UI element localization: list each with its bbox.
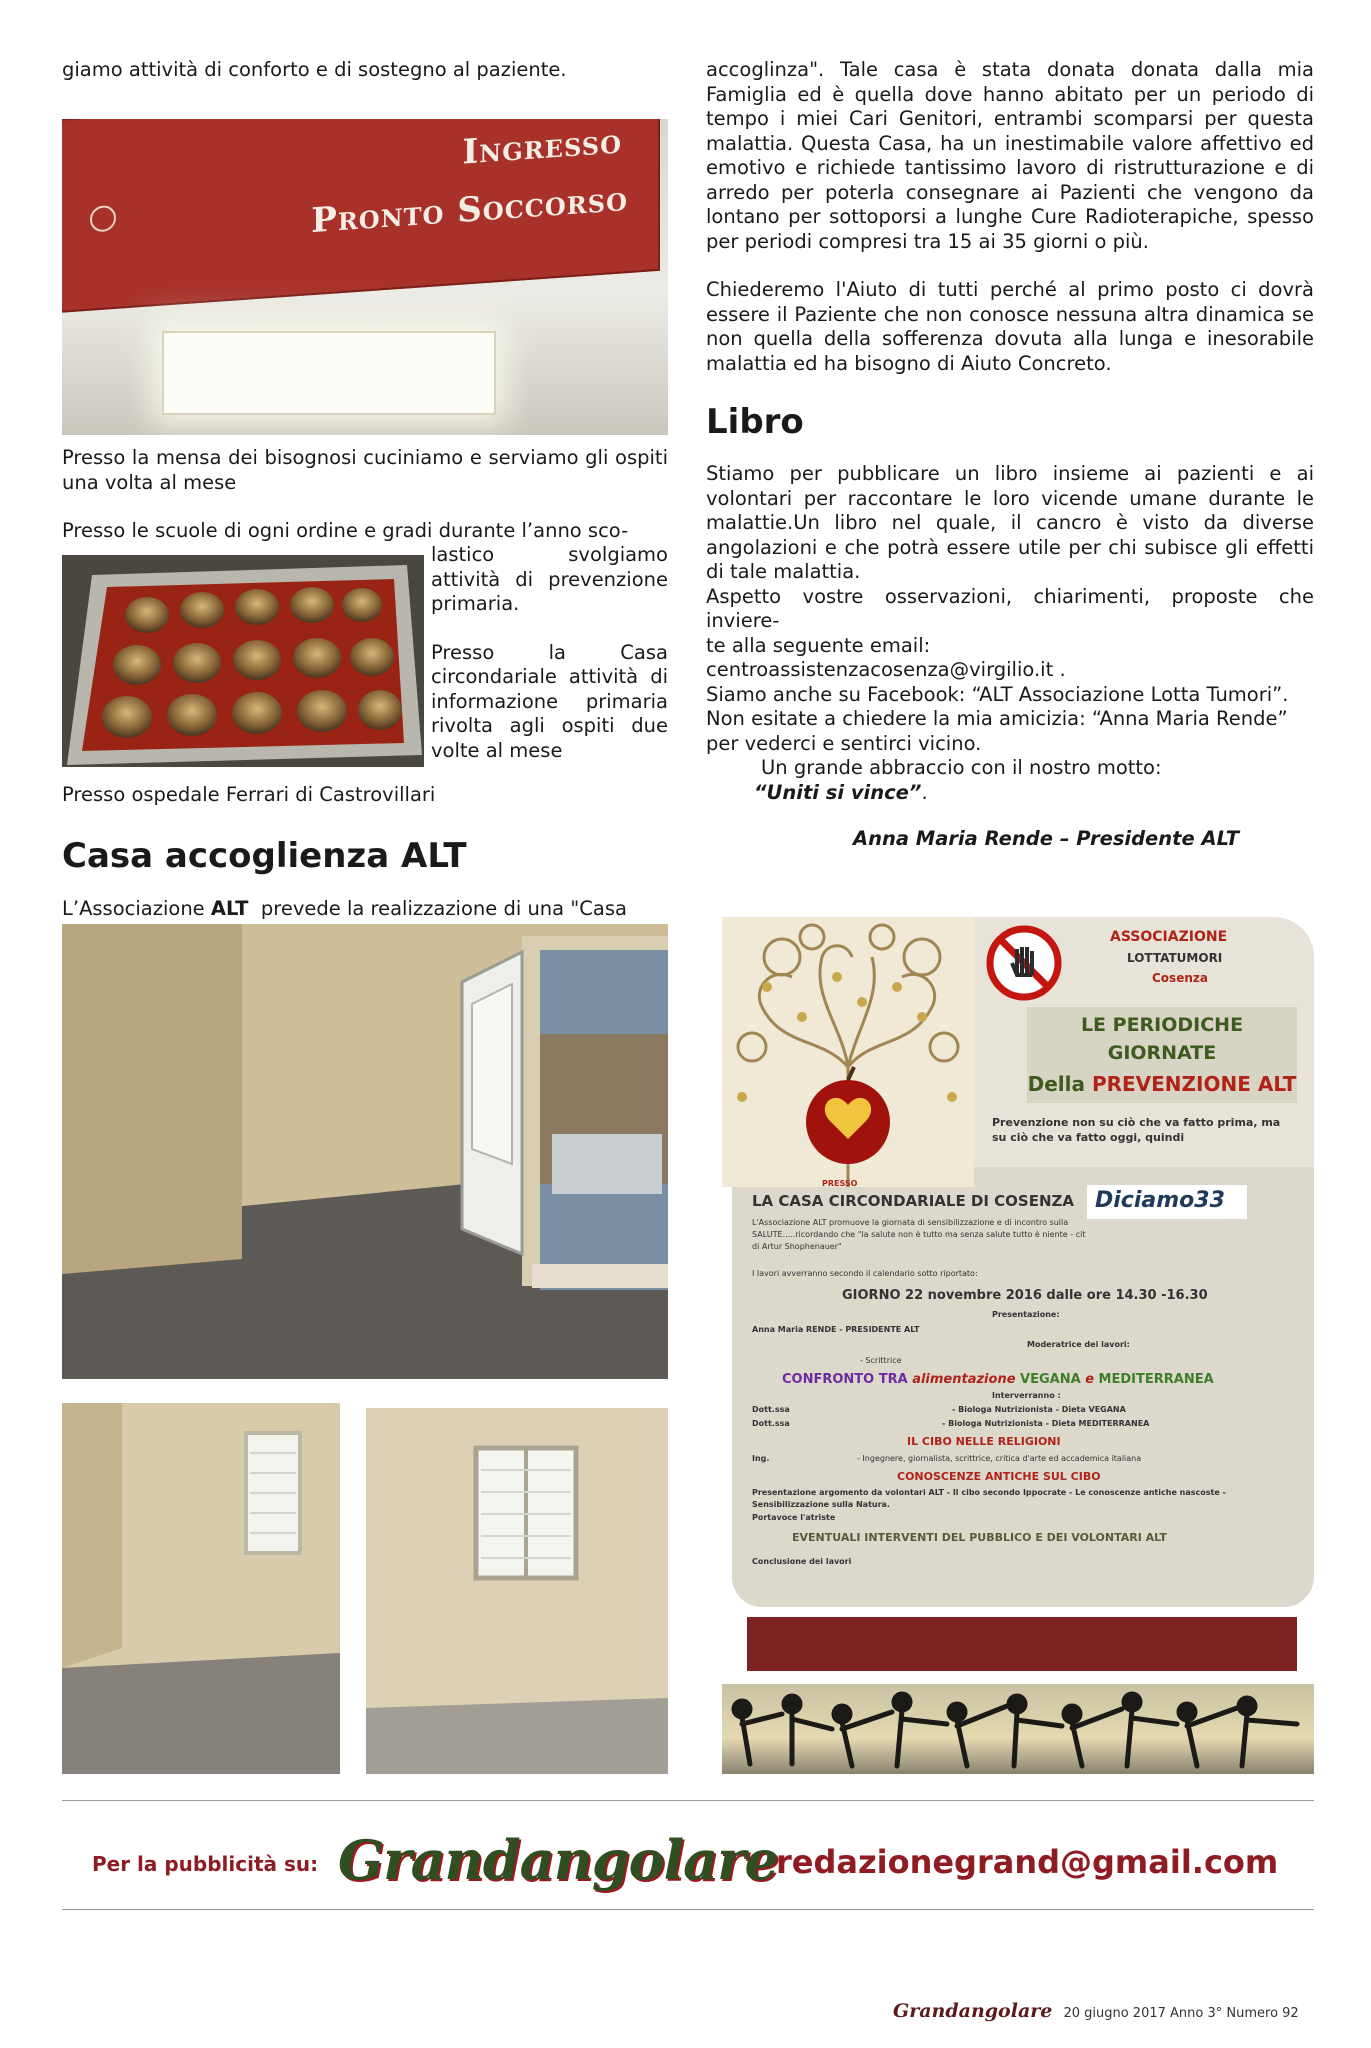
poster-portavoce: Portavoce l'atriste [752, 1513, 836, 1522]
poster-giornate: GIORNATE [1107, 1042, 1217, 1064]
poster-cibo-religioni: IL CIBO NELLE RELIGIONI [907, 1435, 1061, 1448]
casa-text-post: prevede la realizzazione di una "Casa [248, 897, 627, 920]
ceiling-lamp [162, 331, 496, 415]
footer-email-link[interactable]: redazionegrand@gmail.com [776, 1843, 1279, 1881]
poster-lavori-small: I lavori avverranno secondo il calendario sotto riportato: [752, 1269, 978, 1278]
poster-red-band [747, 1617, 1297, 1671]
email-line: centroassistenzacosenza@virgilio.it . [706, 658, 1066, 681]
food-tray-photo [62, 555, 424, 767]
poster-dott2-text: - Biologa Nutrizionista - Dieta MEDITERRANEA [942, 1419, 1150, 1428]
alt-logo-icon [984, 923, 1064, 1003]
poster-presentazione: Presentazione: [992, 1310, 1060, 1319]
sign-emblem [90, 205, 116, 233]
pronto-soccorso-sign [62, 119, 660, 313]
room-window-photo-1 [62, 1403, 340, 1774]
poster-assoc-2: LOTTATUMORI [1127, 951, 1223, 965]
poster-periodiche: LE PERIODICHE [1080, 1014, 1244, 1036]
intro-line: giamo attività di conforto e di sostegno al paziente. [62, 58, 567, 81]
signature: Anna Maria Rende – Presidente ALT [853, 827, 1240, 850]
poster-diciamo: Diciamo33 [1095, 1188, 1225, 1213]
carcere-text: Presso la Casa circondariale attività di informazione primaria rivolta agli ospiti due volte al mese [431, 640, 668, 762]
poster-intro-small: L'Associazione ALT promuove la giornata di sensibilizzazione e di incontro sulla SALUTE.....ricordando che "la salute non è tutto ma senza salute tutto è niente - cit di Artur Shophenauer" [752, 1218, 1086, 1251]
poster-della: Della [1027, 1072, 1085, 1096]
poster-interverranno: Interverranno : [992, 1391, 1061, 1400]
poster-confronto-d: e [1080, 1372, 1099, 1387]
poster-quote: Prevenzione non su ciò che va fatto prima, ma su ciò che va fatto oggi, quindi [992, 1116, 1281, 1144]
room-window-photo-2 [366, 1408, 668, 1774]
poster-dott1-label: Dott.ssa [752, 1405, 790, 1414]
libro-heading: Libro [706, 402, 804, 442]
poster-eventuali: EVENTUALI INTERVENTI DEL PUBBLICO E DEI VOLONTARI ALT [792, 1531, 1167, 1544]
poster-casa-circondariale: LA CASA CIRCONDARIALE DI COSENZA [752, 1192, 1075, 1210]
page-footer-issue: 20 giugno 2017 Anno 3° Numero 92 [1063, 2006, 1299, 2021]
scuole-continued [431, 543, 668, 763]
motto-after: . [921, 780, 928, 804]
libro-text: Stiamo per pubblicare un libro insieme ai pazienti e ai volontari per raccontare le loro vicende umane durante le malattie.Un libro nel quale, il cancro è visto da diverse angolazioni e che potrà essere utile per chi subisce gli effetti di tale malattia. [706, 462, 1314, 583]
poster-dott1-text: - Biologa Nutrizionista - Dieta VEGANA [952, 1405, 1126, 1414]
casa-continued: accoglinza". Tale casa è stata donata donata dalla mia Famiglia ed è quella dove hanno abitato per un periodo di tempo i miei Cari Genitori, entrambi scomparsi per questa malattia. Questa Casa, ha un inestimabile valore affettivo ed emotivo e richiede tantissimo lavoro di ristrutturazione e di arredo per poterla consegnare ai Pazienti che vengono da lontano per sottoporsi a lunghe Cure Radioterapiche, spesso per periodi compresi tra 15 ai 35 giorni o più. [706, 58, 1314, 253]
poster-scrittrice: - Scrittrice [860, 1356, 902, 1365]
aspetto-line-2: te alla seguente email: [706, 633, 931, 657]
window-2-illustration [366, 1408, 668, 1774]
poster-confronto-b: alimentazione [912, 1372, 1021, 1387]
poster-giorno: GIORNO 22 novembre 2016 dalle ore 14.30 -16.30 [842, 1288, 1208, 1303]
casa-text-bold: ALT [210, 897, 249, 920]
poster-presso: PRESSO [822, 1179, 858, 1188]
tree-of-life-illustration [722, 917, 974, 1187]
poster-confronto-e: MEDITERRANEA [1098, 1372, 1214, 1387]
left-intro [62, 58, 668, 83]
poster-assoc-3: Cosenza [1152, 971, 1208, 985]
food-tray-illustration [62, 555, 424, 767]
poster-moderatrice: Moderatrice dei lavori: [1027, 1340, 1130, 1349]
aspetto-line-1: Aspetto vostre osservazioni, chiarimenti, proposte che inviere- [706, 584, 1314, 632]
poster-conoscenze: CONOSCENZE ANTICHE SUL CIBO [897, 1470, 1101, 1483]
abbraccio-line: Un grande abbraccio con il nostro motto: [761, 756, 1162, 779]
footer-logo: Grandangolare [338, 1828, 778, 1892]
casa-heading: Casa accoglienza ALT [62, 836, 467, 876]
page-footer-logo: Grandangolare [893, 2000, 1053, 2022]
people-silhouettes-illustration [722, 1684, 1314, 1774]
room-door-photo [62, 924, 668, 1379]
poster-confronto-a: CONFRONTO TRA [782, 1372, 913, 1387]
scuole-text-a: Presso le scuole di ogni ordine e gradi durante l’anno sco- [62, 519, 629, 542]
ospedale-text: Presso ospedale Ferrari di Castrovillari [62, 783, 436, 806]
casa-intro [62, 897, 668, 922]
ospedale-block [62, 783, 668, 808]
sign-line-1: Ingresso [462, 121, 622, 173]
facebook-line: Siamo anche su Facebook: “ALT Associazione Lotta Tumori”. [706, 682, 1289, 706]
motto-line: “Uniti si vince” [754, 780, 922, 804]
footer-pubblicita: Per la pubblicità su: [92, 1852, 319, 1876]
event-poster [722, 917, 1314, 1774]
room-door-illustration [62, 924, 668, 1379]
poster-confronto-c: VEGANA [1020, 1372, 1081, 1387]
poster-ing-label: Ing. [752, 1454, 770, 1463]
amicizia-line: Non esitate a chiedere la mia amicizia: “Anna Maria Rende” [706, 707, 1288, 730]
poster-assoc-1: ASSOCIAZIONE [1110, 929, 1228, 945]
scuole-text-b: lastico svolgiamo attività di prevenzione primaria. [431, 543, 668, 615]
poster-ing-text: - Ingegnere, giornalista, scrittrice, critica d'arte ed accademica italiana [857, 1454, 1142, 1463]
casa-text-pre: L’Associazione [62, 897, 211, 920]
vicino-line: per vederci e sentirci vicino. [706, 731, 982, 755]
sign-line-2: Pronto Soccorso [311, 179, 628, 242]
poster-rende: Anna Maria RENDE - PRESIDENTE ALT [752, 1325, 920, 1334]
poster-present-arg: Presentazione argomento da volontari ALT - Il cibo secondo Ippocrate - Le conoscenze antiche nascoste - Sensibilizzazione sulla Natura. [752, 1488, 1226, 1509]
aiuto-text: Chiederemo l'Aiuto di tutti perché al primo posto ci dovrà essere il Paziente che non conosce nessuna altra dinamica se non quella della sofferenza dovuta alla lunga e inesorabile malattia ed ha bisogno di Aiuto Concreto. [706, 278, 1314, 375]
pronto-soccorso-photo [62, 119, 668, 435]
footer-rule-bottom [62, 1909, 1314, 1910]
window-1-illustration [62, 1403, 340, 1774]
mensa-text: Presso la mensa dei bisognosi cuciniamo e serviamo gli ospiti una volta al mese [62, 446, 668, 494]
poster-conclusione: Conclusione dei lavori [752, 1557, 852, 1566]
footer-rule-top [62, 1800, 1314, 1801]
left-text-block [62, 446, 668, 544]
page-footer [893, 2000, 1299, 2022]
right-text-block [706, 58, 1314, 376]
poster-dott2-label: Dott.ssa [752, 1419, 790, 1428]
poster-prevenzione: PREVENZIONE ALT [1091, 1072, 1297, 1096]
libro-block [706, 462, 1314, 852]
